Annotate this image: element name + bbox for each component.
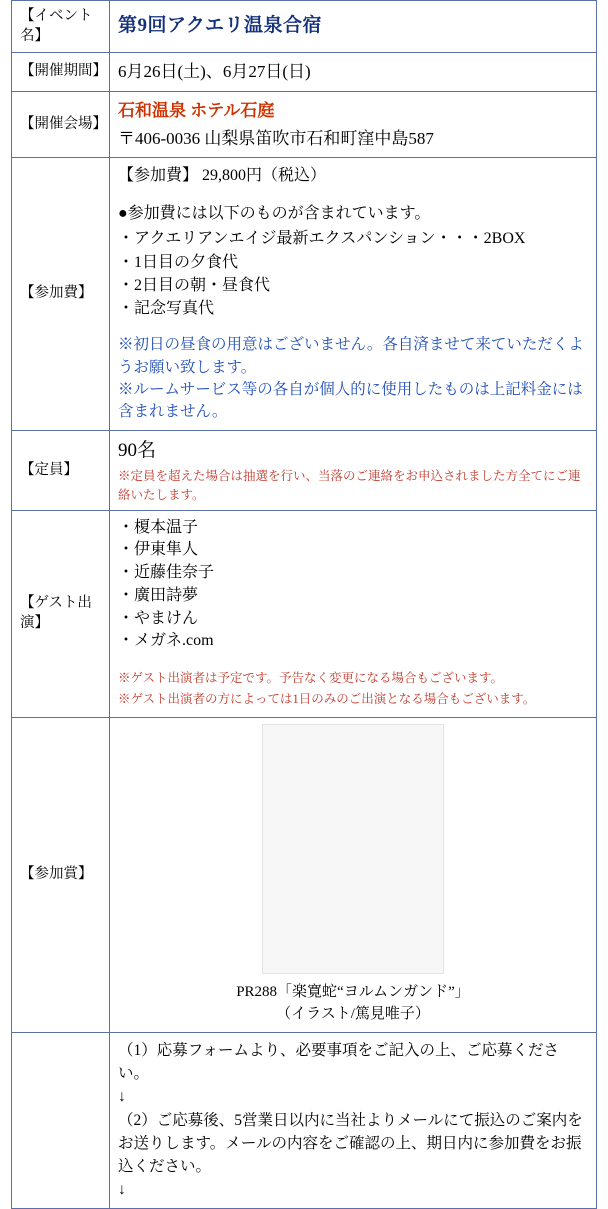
row-value-guests <box>110 510 597 718</box>
fee-inclusions <box>118 202 588 320</box>
table-row-capacity <box>12 430 597 510</box>
table-row-application-steps <box>12 1032 597 1208</box>
row-value-capacity <box>110 430 597 510</box>
table-row-guests <box>12 510 597 718</box>
fee-note-lunch: ※初日の昼食の用意はございません。各自済ませて来ていただくようお願い致します。 <box>118 336 584 376</box>
row-value-application-steps <box>110 1032 597 1208</box>
row-label-guests: 【ゲスト出演】 <box>12 510 110 718</box>
row-value-event-name <box>110 1 597 53</box>
table-row-prize <box>12 718 597 1033</box>
capacity-note: ※定員を超えた場合は抽選を行い、当落のご連絡をお申込されました方全てにご連絡いたします。 <box>118 469 581 502</box>
row-value-venue <box>110 92 597 158</box>
fee-amount: 【参加費】 29,800円（税込） <box>118 167 327 185</box>
table-row-venue <box>12 92 597 158</box>
table-row-event-period <box>12 53 597 92</box>
fee-inclusion-item: ・2日目の朝・昼食代 <box>118 276 271 294</box>
event-period: 6月26日(土)、6月27日(日) <box>118 62 311 82</box>
venue-name: 石和温泉 ホテル石庭 <box>118 101 275 121</box>
list-item: ・伊東隼人 <box>118 541 199 559</box>
step-arrow: ↓ <box>118 1181 126 1199</box>
venue-address: 〒406-0036 山梨県笛吹市石和町窪中島587 <box>118 128 434 148</box>
step-arrow: ↓ <box>118 1088 126 1106</box>
list-item: ・やまけん <box>118 609 199 627</box>
row-value-fee <box>110 158 597 431</box>
table-row-event-name <box>12 1 597 53</box>
application-step: （1）応募フォームより、必要事項をご記入の上、ご応募ください。 <box>118 1041 559 1082</box>
row-label-event-period: 【開催期間】 <box>12 53 110 92</box>
row-value-event-period <box>110 53 597 92</box>
row-label-venue: 【開催会場】 <box>12 92 110 158</box>
row-label-capacity: 【定員】 <box>12 430 110 510</box>
prize-card-image <box>262 724 444 974</box>
event-details-table <box>11 0 597 1209</box>
fee-inclusion-item: ・記念写真代 <box>118 299 215 317</box>
row-label-event-name: 【イベント名】 <box>12 1 110 53</box>
fee-inclusion-item: ・アクエリアンエイジ最新エクスパンション・・・2BOX <box>118 230 526 248</box>
application-steps <box>118 1039 588 1202</box>
prize-caption-title: PR288「楽寛蛇“ヨルムンガンド”」 <box>236 984 470 1001</box>
row-label-fee: 【参加費】 <box>12 158 110 431</box>
capacity-number: 90名 <box>118 439 157 461</box>
guest-list <box>118 517 588 653</box>
prize-caption-illustrator: （イラスト/篤見唯子） <box>276 1006 430 1022</box>
fee-inclusions-heading: ●参加費には以下のものが含まれています。 <box>118 205 431 223</box>
list-item: ・近藤佳奈子 <box>118 564 215 582</box>
row-value-prize <box>110 718 597 1033</box>
row-label-application-steps <box>12 1032 110 1208</box>
event-title: 第9回アクエリ温泉合宿 <box>118 15 323 37</box>
guest-note-schedule: ※ゲスト出演者は予定です。予告なく変更になる場合もございます。 <box>118 671 504 685</box>
guest-notes <box>118 669 588 708</box>
fee-note-roomservice: ※ルームサービス等の各自が個人的に使用したものは上記料金には含まれません。 <box>118 381 583 421</box>
guest-note-oneday: ※ゲスト出演者の方によっては1日のみのご出演となる場合もございます。 <box>118 692 536 707</box>
row-label-prize: 【参加賞】 <box>12 718 110 1033</box>
list-item: ・メガネ.com <box>118 632 214 650</box>
list-item: ・廣田詩夢 <box>118 586 199 604</box>
table-row-fee <box>12 158 597 431</box>
list-item: ・榎本温子 <box>118 518 199 536</box>
application-step: （2）ご応募後、5営業日以内に当社よりメールにて振込のご案内をお送りします。メールの内容をご確認の上、期日内に参加費をお振込ください。 <box>118 1111 583 1175</box>
fee-inclusion-item: ・1日目の夕食代 <box>118 253 239 271</box>
